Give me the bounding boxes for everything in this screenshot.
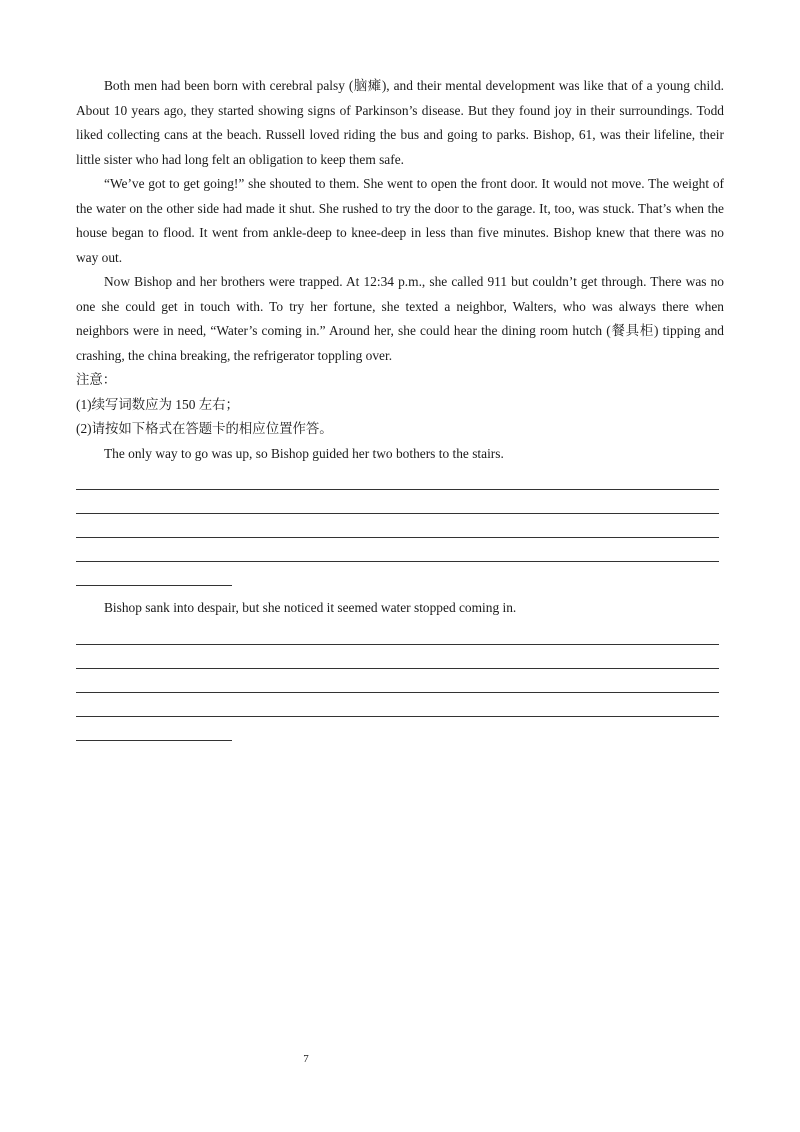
answer-lines-2	[76, 621, 719, 741]
answer-line	[76, 621, 719, 645]
answer-line	[76, 514, 719, 538]
answer-line-short	[76, 717, 232, 741]
answer-line	[76, 669, 719, 693]
story-paragraph-3: Now Bishop and her brothers were trapped. At 12:34 p.m., she called 911 but couldn’t get through. There was no one she could get in touch with. To try her fortune, she texted a neighbor, Walters, who was always there when neighbors were in need, “Water’s coming in.” Around her, she could hear the dining room hutch (餐具柜) tipping and crashing, the china breaking, the refrigerator toppling over.	[76, 274, 724, 363]
answer-line-short	[76, 562, 232, 586]
notes-heading: 注意：	[76, 372, 117, 387]
note-item-1: (1)续写词数应为 150 左右；	[76, 396, 239, 412]
answer-line	[76, 693, 719, 717]
story-paragraph-1: Both men had been born with cerebral palsy (脑瘫), and their mental development was like that of a young child. About 10 years ago, they started showing signs of Parkinson’s disease. But they found joy in their surroundings. Todd liked collecting cans at the beach. Russell loved riding the bus and going to parks. Bishop, 61, was their lifeline, their little sister who had long felt an obligation to keep them safe.	[76, 78, 724, 167]
answer-line	[76, 466, 719, 490]
continuation-prompt-1: The only way to go was up, so Bishop guided her two bothers to the stairs.	[104, 445, 504, 461]
answer-line	[76, 645, 719, 669]
spacer	[76, 586, 724, 596]
answer-lines-1	[76, 466, 719, 586]
story-paragraph-2: “We’ve got to get going!” she shouted to them. She went to open the front door. It would not move. The weight of the water on the other side had made it shut. She rushed to try the door to the garage. It, too, was stuck. That’s when the house began to flood. It went from ankle-deep to knee-deep in less than five minutes. Bishop knew that there was no way out.	[76, 176, 724, 265]
continuation-prompt-2: Bishop sank into despair, but she noticed it seemed water stopped coming in.	[104, 600, 517, 615]
answer-line	[76, 538, 719, 562]
document-body	[76, 74, 724, 741]
answer-line	[76, 490, 719, 514]
page-number: 7	[303, 1053, 309, 1065]
note-item-2: (2)请按如下格式在答题卡的相应位置作答。	[76, 421, 333, 436]
